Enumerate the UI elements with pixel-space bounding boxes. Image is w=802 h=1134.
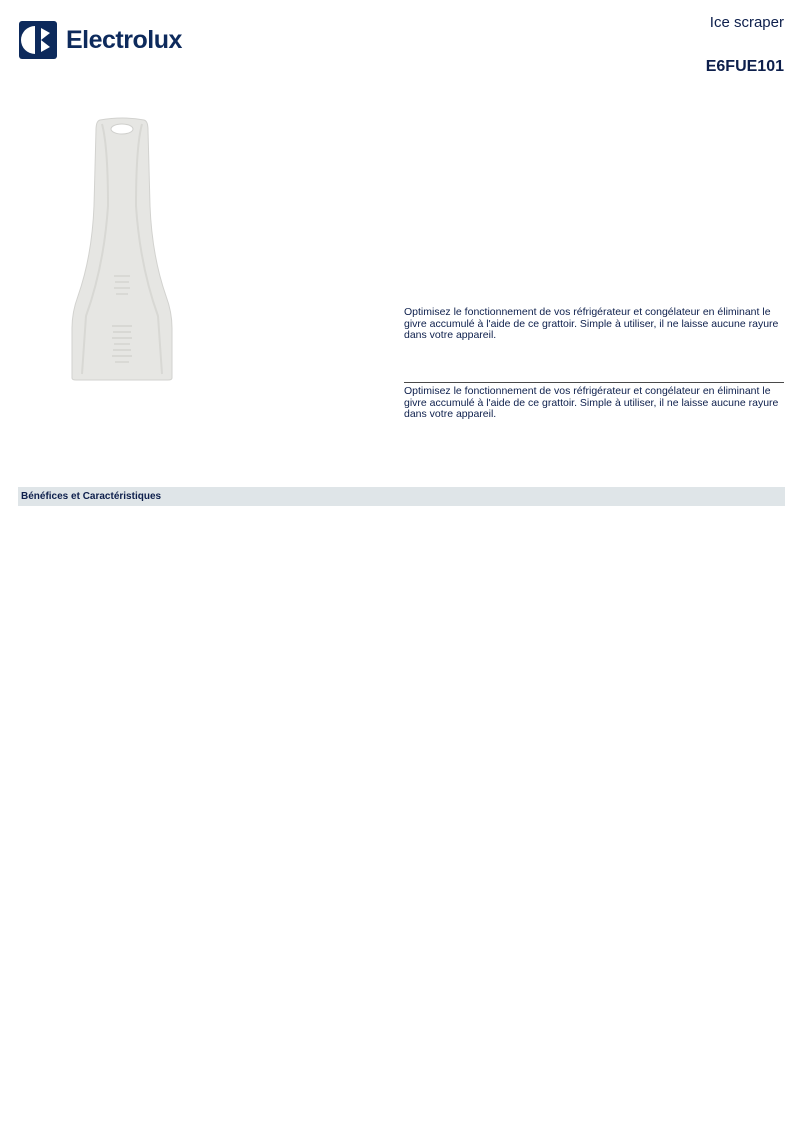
- product-description: Optimisez le fonctionnement de vos réfrigérateur et congélateur en éliminant le givre accumulé à l'aide de ce grattoir. Simple à utiliser, il ne laisse aucune rayure dans votre appareil.: [404, 306, 779, 341]
- electrolux-logo-icon: [19, 21, 57, 59]
- product-description-secondary: Optimisez le fonctionnement de vos réfrigérateur et congélateur en éliminant le givre accumulé à l'aide de ce grattoir. Simple à utiliser, il ne laisse aucune rayure dans votre appareil.: [404, 385, 779, 420]
- product-image-ice-scraper: [68, 116, 178, 384]
- section-title: Bénéfices et Caractéristiques: [21, 491, 162, 502]
- description-divider: [404, 382, 784, 383]
- product-name: Ice scraper: [709, 14, 784, 31]
- section-header-benefits: [18, 487, 785, 506]
- electrolux-logo: [19, 21, 182, 59]
- brand-name: Electrolux: [66, 25, 182, 54]
- product-code: E6FUE101: [705, 58, 784, 75]
